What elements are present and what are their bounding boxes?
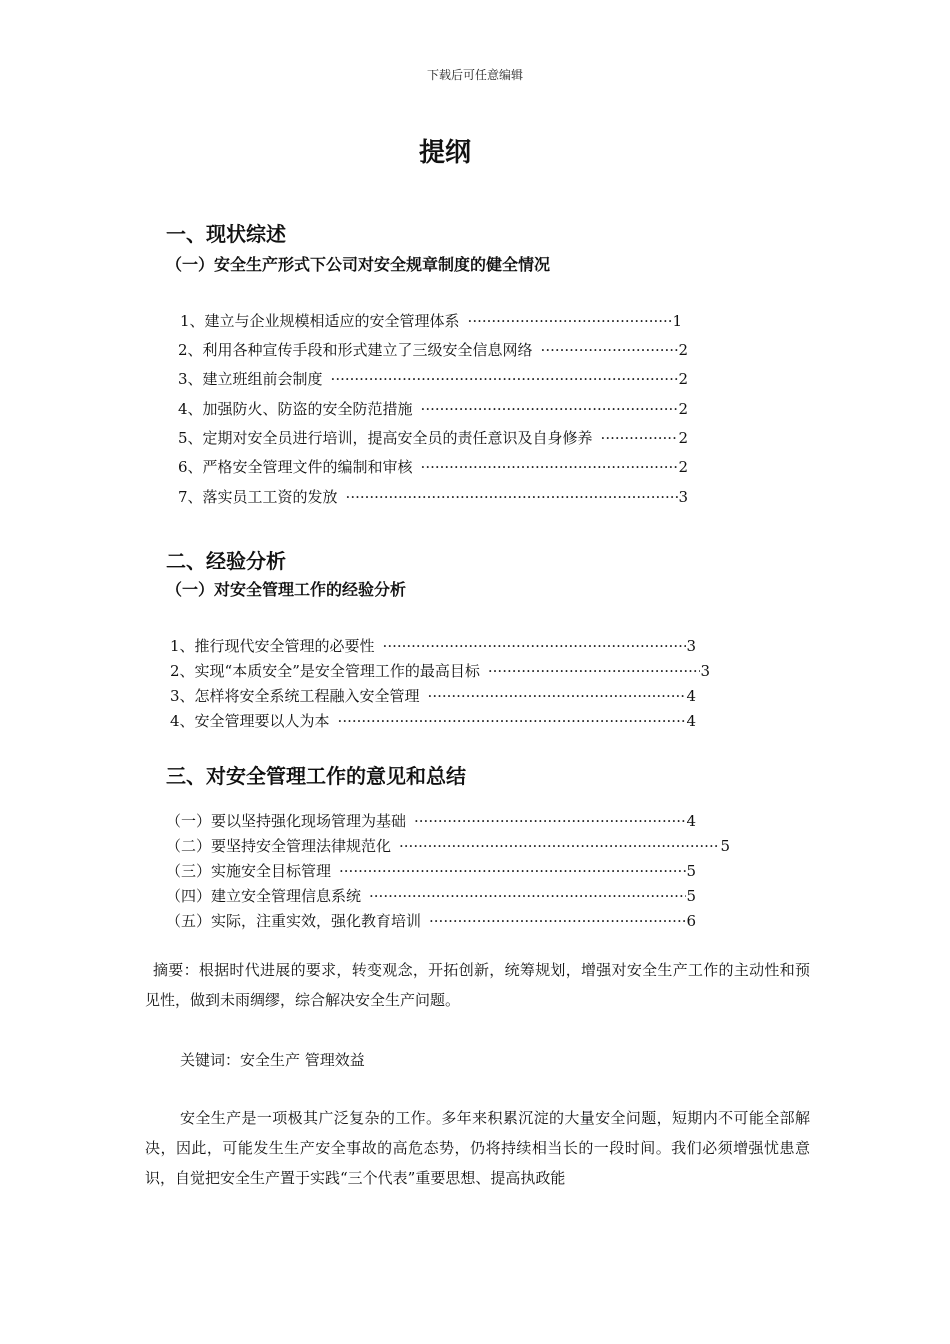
toc-item-page: 5 (720, 837, 730, 855)
toc-leader (421, 400, 679, 418)
toc-item-page: 4 (686, 712, 696, 730)
toc-leader (488, 662, 701, 680)
toc-item-label: （五）实际，注重实效，强化教育培训 (166, 912, 422, 930)
toc-item[interactable] (166, 885, 696, 907)
toc-item-label: （三）实施安全目标管理 (166, 862, 332, 880)
keywords-line: 关键词：安全生产 管理效益 (180, 1051, 365, 1069)
toc-item[interactable] (178, 456, 688, 478)
toc-item-page: 2 (678, 429, 688, 447)
toc-leader (414, 812, 686, 830)
toc-item-label: 4、安全管理要以人为本 (170, 712, 330, 730)
toc-leader (346, 488, 679, 506)
toc-item[interactable] (170, 710, 696, 732)
toc-item-page: 2 (678, 400, 688, 418)
toc-item-label: 4、加强防火、防盗的安全防范措施 (178, 400, 413, 418)
document-title: 提纲 (418, 138, 471, 168)
toc-leader (399, 837, 720, 855)
toc-item-page: 1 (672, 312, 682, 330)
toc-item[interactable] (178, 398, 688, 420)
toc-item[interactable] (178, 368, 688, 390)
toc-item[interactable] (166, 835, 730, 857)
toc-item-label: 6、严格安全管理文件的编制和审核 (178, 458, 413, 476)
toc-leader (601, 429, 679, 447)
abstract-paragraph: 摘要：根据时代进展的要求，转变观念，开拓创新，统筹规划，增强对安全生产工作的主动性和预见性，做到未雨绸缪，综合解决安全生产问题。 (145, 961, 810, 1009)
toc-leader (429, 912, 686, 930)
toc-item[interactable] (170, 685, 696, 707)
toc-item-label: 7、落实员工工资的发放 (178, 488, 338, 506)
toc-leader (331, 370, 679, 388)
toc-item-page: 2 (678, 370, 688, 388)
toc-item-page: 2 (678, 458, 688, 476)
header-note: 下载后可任意编辑 (426, 68, 523, 82)
toc-item-page: 4 (686, 812, 696, 830)
toc-item[interactable] (178, 427, 688, 449)
section-1-subheading: （一）安全生产形式下公司对安全规章制度的健全情况 (166, 255, 551, 274)
toc-item-label: （二）要坚持安全管理法律规范化 (166, 837, 392, 855)
toc-item-page: 4 (686, 687, 696, 705)
toc-item-page: 3 (700, 662, 710, 680)
toc-item-label: 3、建立班组前会制度 (178, 370, 323, 388)
toc-item-label: 3、怎样将安全系统工程融入安全管理 (170, 687, 420, 705)
section-3-heading: 三、对安全管理工作的意见和总结 (166, 764, 466, 788)
toc-item-label: 1、建立与企业规模相适应的安全管理体系 (180, 312, 460, 330)
toc-leader (468, 312, 673, 330)
toc-leader (428, 687, 687, 705)
toc-item-label: 1、推行现代安全管理的必要性 (170, 637, 375, 655)
toc-item-page: 3 (678, 488, 688, 506)
toc-item[interactable] (170, 660, 710, 682)
toc-leader (383, 637, 687, 655)
toc-item[interactable] (166, 860, 696, 882)
toc-item-label: （一）要以坚持强化现场管理为基础 (166, 812, 407, 830)
toc-item[interactable] (170, 635, 696, 657)
toc-item-page: 5 (686, 862, 696, 880)
toc-leader (421, 458, 679, 476)
toc-item-page: 3 (686, 637, 696, 655)
section-1-heading: 一、现状综述 (166, 222, 286, 246)
toc-item-label: 2、实现“本质安全”是安全管理工作的最高目标 (170, 662, 480, 680)
toc-leader (338, 712, 687, 730)
body-paragraph: 安全生产是一项极其广泛复杂的工作。多年来积累沉淀的大量安全问题，短期内不可能全部解决，因此，可能发生生产安全事故的高危态势，仍将持续相当长的一段时间。我们必须增强忧患意识，自觉把安全生产置于实践“三个代表”重要思想、提高执政能 (145, 1109, 810, 1187)
toc-item-page: 2 (678, 341, 688, 359)
toc-item[interactable] (166, 910, 696, 932)
toc-item-page: 6 (686, 912, 696, 930)
toc-leader (339, 862, 686, 880)
toc-leader (369, 887, 686, 905)
toc-item-label: 5、定期对安全员进行培训，提高安全员的责任意识及自身修养 (178, 429, 593, 447)
toc-item[interactable] (180, 310, 682, 332)
toc-item-page: 5 (686, 887, 696, 905)
toc-item[interactable] (178, 339, 688, 361)
section-2-heading: 二、经验分析 (166, 549, 286, 573)
toc-item-label: （四）建立安全管理信息系统 (166, 887, 362, 905)
toc-leader (541, 341, 679, 359)
section-2-subheading: （一）对安全管理工作的经验分析 (166, 580, 407, 599)
toc-item[interactable] (166, 810, 696, 832)
toc-item-label: 2、利用各种宣传手段和形式建立了三级安全信息网络 (178, 341, 533, 359)
toc-item[interactable] (178, 486, 688, 508)
